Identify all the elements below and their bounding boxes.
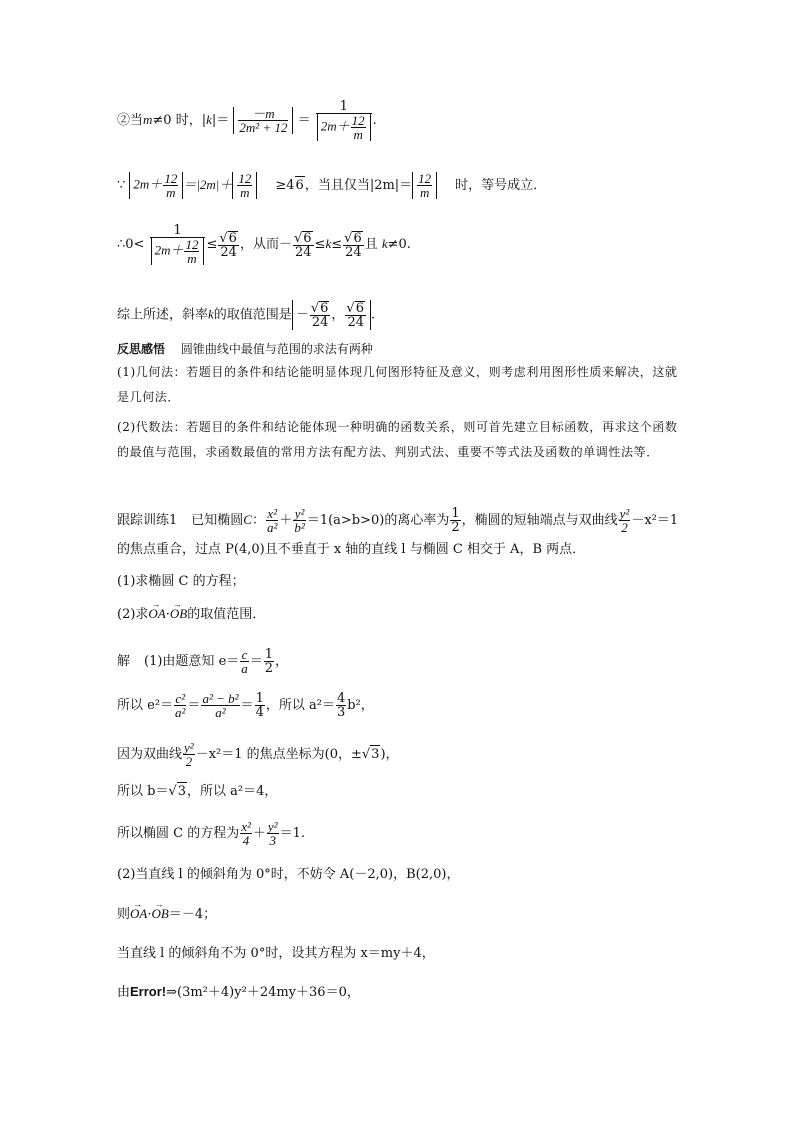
text: －x²＝1 的焦点坐标为(0，± [195,747,362,762]
text: 的取值范围． [187,607,266,622]
practice-label: 跟踪训练1 [117,513,178,528]
fraction: $\frac{1}{2}$ [264,647,274,676]
fraction: $\frac{12}{m}$ [418,171,432,200]
text: ≠0 时，| [152,113,207,128]
reflect-heading: 圆锥曲线中最值与范围的求法有两种 [180,342,373,356]
text: 时，等号成立． [455,178,547,193]
text: 综上所述，斜率 [117,307,209,323]
fraction: $\frac{\text{a² − b²}}{\text{a²}}$ [202,691,239,720]
practice-line-2: 的焦点重合，过点 P(4,0)且不垂直于 x 轴的直线 l 与椭圆 C 相交于 A，B 两点． [117,542,586,557]
fraction: $\frac{√6}{24}$ [219,230,237,260]
reflect-item-1: (1)几何法：若题目的条件和结论能明显体现几何图形特征及意义，则考虑利用图形性质来解决，这就是几何法． [117,365,678,404]
text: ②当 [117,113,144,128]
text: · [165,607,170,622]
sqrt: 6 [295,178,304,193]
text: ≠0. [387,237,411,252]
fraction: $\frac{12}{m}$ [164,171,178,200]
text: . [371,307,376,323]
fraction: $\frac{1}{2}$ [451,506,460,535]
fraction: 1 2m＋ $\frac{12}{m}$ [150,224,206,265]
vector-OA: → OA [148,605,165,623]
fraction: $\frac{\text{x²}}{4}$ [241,819,251,848]
formula-line-2 [117,172,546,199]
text: ， [275,654,289,669]
fraction: $\frac{√6}{24}$ [344,230,362,260]
text: (1)由题意知 e＝ [144,654,240,669]
solution-line-4: 所以 b＝√3，所以 a²＝4， [117,784,278,799]
reflect-header [117,340,373,358]
fraction: $\frac{-m}{\text{2m² + 12}}$ [239,106,288,135]
text: ，从而－ [239,237,292,252]
text: 所以 e²＝ [117,698,174,713]
solution-line-5 [117,820,305,847]
formula-line-1 [117,100,377,141]
var-k: k [206,112,212,127]
vector-OB: → OB [152,905,169,923]
abs-value: 2m＋ $\frac{12}{m}$ [151,238,205,265]
fraction: $\frac{\text{y²}}{\text{b²}}$ [294,506,305,535]
text: b²， [347,698,374,713]
text: ≤ [331,237,343,252]
text: · [147,907,152,922]
fraction: 1 2m＋ $\frac{12}{m}$ [316,100,372,141]
text: (2)求 [117,607,149,622]
text: 所以 b＝ [117,784,169,799]
abs-value: 2m＋ $\frac{12}{m}$ [317,114,371,141]
solution-line-3: 因为双曲线 $\frac{\text{y²}}{2}$ －x²＝1 的焦点坐标为(0，±√3)， [117,740,399,769]
fraction: $\frac{√6}{24}$ [346,301,364,330]
text: 已知椭圆 [191,513,244,528]
reflect-title: 反思感悟 [117,342,166,356]
fraction: $\frac{√6}{24}$ [310,301,329,330]
text: ＝1. [279,826,305,841]
fraction: $\frac{1}{4}$ [255,691,264,720]
question-1: (1)求椭圆 C 的方程； [117,574,245,589]
text: )， [380,747,399,762]
text: ，所以 a²＝4， [187,784,278,799]
solution-line-7 [117,905,216,924]
text: 的取值范围是 [213,307,292,323]
solution-line-1 [117,648,288,675]
vector-OA: → OA [130,905,147,923]
var-k: k [325,236,332,251]
text: |＝ [211,113,230,128]
var-k: k [208,306,214,322]
solution-label: 解 [117,654,131,669]
text: 因为双曲线 [117,747,183,762]
solution-line-6: (2)当直线 l 的倾斜角为 0°时，不妨令 A(－2,0)，B(2,0)， [117,867,460,882]
sqrt: 3 [177,784,187,799]
fraction: $\frac{\text{x²}}{\text{a²}}$ [266,506,278,535]
text: ＝|2m|＋ [183,177,233,192]
reflect-item-2: (2)代数法：若题目的条件和结论能体现一种明确的函数关系，则可首先建立目标函数，再求这个函数的最值与范围，求函数最值的常用方法有配方法、判别式法、重要不等式法及函数的单调性法等． [117,420,678,459]
solution-line-8: 当直线 l 的倾斜角不为 0°时，设其方程为 x＝my＋4， [117,946,435,961]
text: ⇒(3m²＋4)y²＋24my＋36＝0， [166,985,360,1000]
practice-line-1 [117,507,678,534]
interval: － $\frac{√6}{24}$ ， $\frac{√6}{24}$ [292,300,371,330]
var-C: C [243,512,252,527]
text: ，所以 a²＝ [265,698,335,713]
text: ，椭圆的短轴端点与双曲线 [461,513,618,528]
text: 且 [364,237,382,252]
text: ＝－4； [168,907,217,922]
solution-line-2 [117,692,374,719]
fraction: $\frac{c}{a}$ [241,647,248,676]
solution-line-9 [117,983,360,1002]
because-symbol: ∵ [117,178,126,193]
fraction: $\frac{\text{c²}}{\text{a²}}$ [175,691,186,720]
abs-value [412,172,437,199]
text: ≤ [314,237,326,252]
text: ≤ [206,237,218,252]
text: ，当且仅当|2m|＝ [304,178,413,193]
therefore-symbol: ∴0< [117,237,145,252]
text: ＋ [279,513,293,528]
text: －x²＝1 [631,513,679,528]
fraction: $\frac{4}{3}$ [336,691,346,720]
vector-OB: → OB [170,605,187,623]
abs-value: 2m＋ $\frac{12}{m}$ [129,172,183,199]
formula-line-3 [117,224,411,265]
fraction: $\frac{12}{m}$ [351,113,365,142]
text: ＝1(a>b>0)的离心率为 [306,513,450,528]
fraction: $\frac{\text{y²}}{3}$ [267,819,278,848]
text: ＋ [252,826,266,841]
text: . [372,113,377,128]
text: 则 [117,907,131,922]
text: ≥4 [275,178,295,193]
text: 所以椭圆 C 的方程为 [117,826,240,841]
question-2 [117,605,265,624]
text: ＝ [187,698,201,713]
text: 由 [117,985,131,1000]
text: ： [251,513,265,528]
abs-value [232,172,257,199]
summary-line [117,300,375,330]
fraction: $\frac{12}{m}$ [238,171,252,200]
fraction: $\frac{\text{y²}}{2}$ [619,506,630,535]
var-m: m [143,112,153,127]
abs-value [233,107,293,134]
fraction: $\frac{√6}{24}$ [293,230,312,260]
error-marker: Error! [130,984,167,999]
text: ＝ [240,698,254,713]
var-k: k [381,236,388,251]
text: ＝ [297,113,311,128]
fraction: $\frac{12}{m}$ [185,237,199,266]
sqrt: 3 [371,747,380,762]
text: ＝ [249,654,263,669]
fraction: $\frac{\text{y²}}{2}$ [184,740,194,769]
